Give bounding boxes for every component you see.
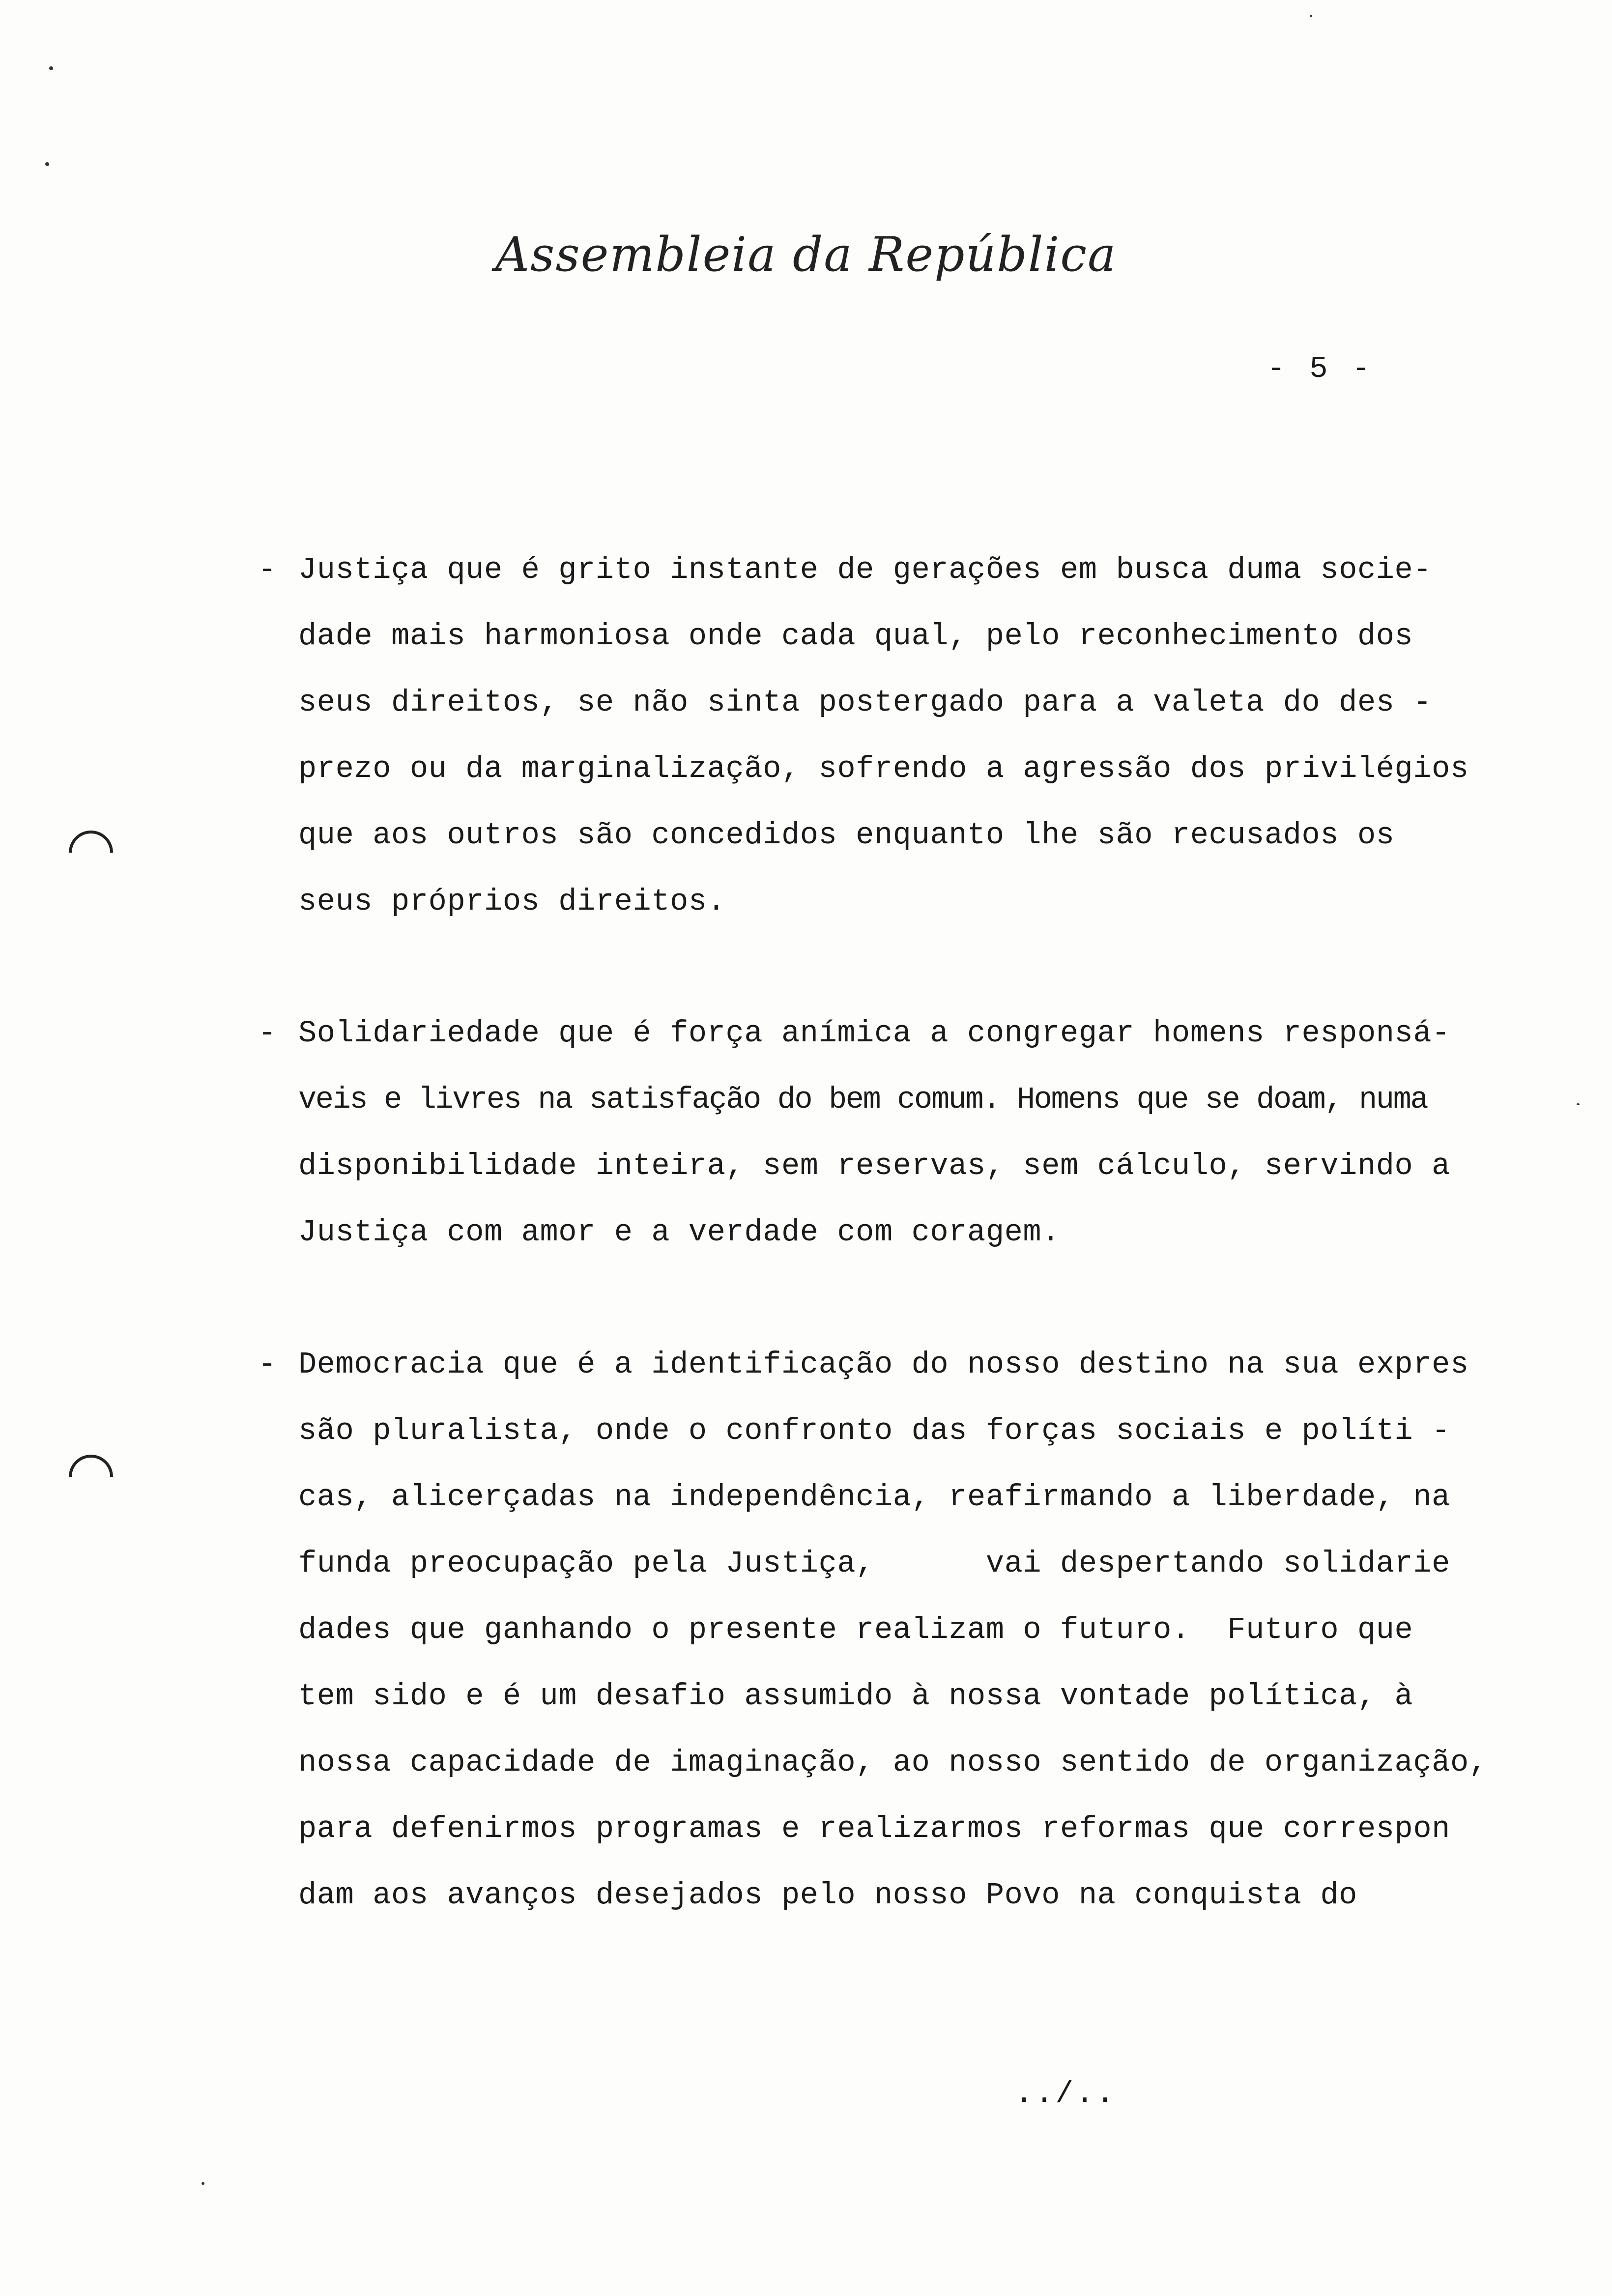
text-line: funda preocupação pela Justiça, vai despertando solidarie [298, 1546, 1450, 1581]
punch-hole-mark [59, 821, 122, 884]
text-line: nossa capacidade de imaginação, ao nosso sentido de organização, [298, 1745, 1488, 1780]
text-line: que aos outros são concedidos enquanto lhe são recusados os [298, 818, 1395, 853]
punch-hole-mark [59, 1445, 122, 1508]
letterhead: Assembleia da República [495, 227, 1117, 282]
text-line: são pluralista, onde o confronto das forças sociais e políti - [298, 1413, 1450, 1448]
continuation-mark: ../.. [1015, 2076, 1117, 2111]
scan-speck [49, 66, 53, 70]
text-line: seus próprios direitos. [298, 884, 726, 919]
scan-speck [1310, 15, 1312, 17]
text-line: dam aos avanços desejados pelo nosso Povo na conquista do [298, 1878, 1357, 1913]
paragraph-dash: - [258, 1347, 277, 1382]
text-line: dades que ganhando o presente realizam o futuro. Futuro que [298, 1612, 1413, 1647]
text-line: cas, alicerçadas na independência, reafirmando a liberdade, na [298, 1480, 1450, 1515]
paragraph-dash: - [258, 1016, 277, 1051]
text-line: Democracia que é a identificação do nosso destino na sua expres [298, 1347, 1469, 1382]
text-line: tem sido e é um desafio assumido à nossa vontade política, à [298, 1679, 1413, 1714]
page-number: - 5 - [1267, 351, 1374, 386]
text-line: prezo ou da marginalização, sofrendo a agressão dos privilégios [298, 751, 1469, 786]
text-line: seus direitos, se não sinta postergado para a valeta do des - [298, 685, 1432, 720]
text-line: Justiça com amor e a verdade com coragem. [298, 1215, 1061, 1250]
scan-speck [45, 162, 49, 166]
text-line: Justiça que é grito instante de gerações em busca duma socie- [298, 552, 1432, 587]
scan-speck [202, 2182, 204, 2185]
text-line: dade mais harmoniosa onde cada qual, pelo reconhecimento dos [298, 619, 1413, 654]
scan-speck [1577, 1103, 1580, 1105]
text-line: para defenirmos programas e realizarmos reformas que correspon [298, 1811, 1450, 1846]
text-line: veis e livres na satisfação do bem comum. Homens que se doam, numa [298, 1082, 1428, 1117]
text-line: disponibilidade inteira, sem reservas, sem cálculo, servindo a [298, 1148, 1450, 1183]
paragraph-dash: - [258, 552, 277, 587]
text-line: Solidariedade que é força anímica a congregar homens responsá- [298, 1016, 1450, 1051]
